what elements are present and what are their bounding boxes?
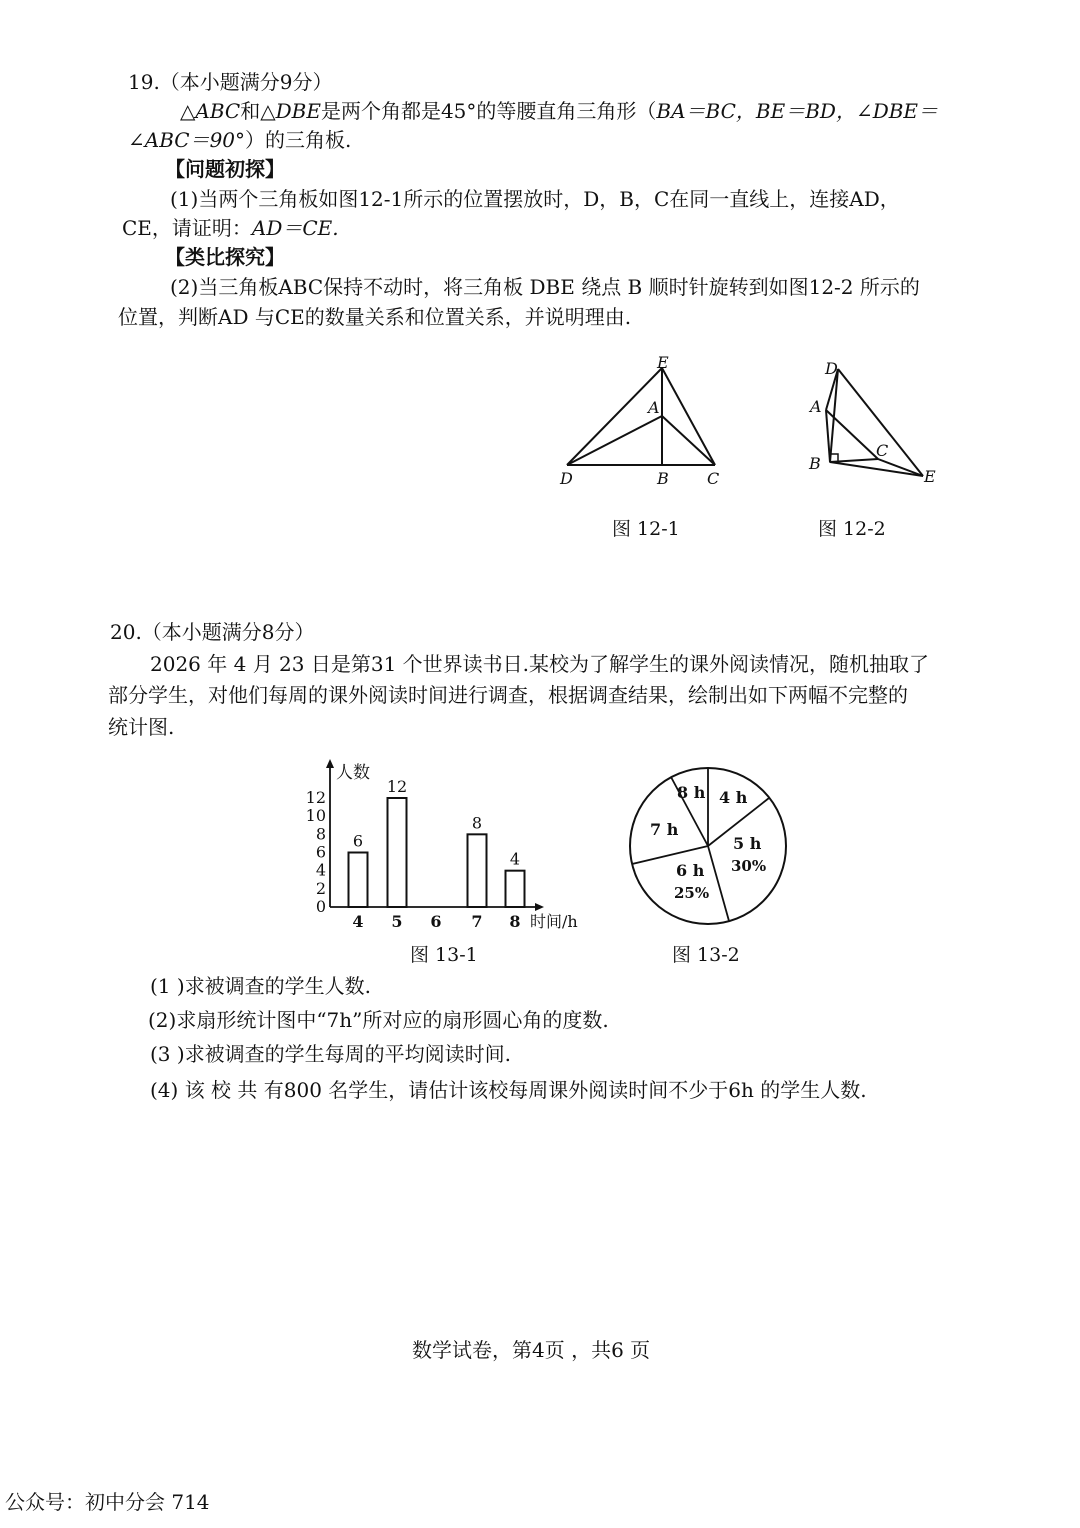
q19-part2-line1: (2)当三角板ABC保持不动时，将三角板 DBE 绕点 B 顺时针旋转到如图12-2 所示的 <box>170 275 920 299</box>
part1-prefix: CE，请证明： <box>122 216 252 240</box>
caption-fig-12-1: 图 12-1 <box>612 518 680 540</box>
label-b: B <box>809 454 821 473</box>
section-problem-explore: 【问题初探】 <box>165 157 285 181</box>
part1-proof-target: AD＝CE. <box>251 216 339 240</box>
section-analogy-explore: 【类比探究】 <box>165 245 285 269</box>
bar-4h <box>349 853 368 908</box>
label-c: C <box>707 469 720 488</box>
bar-5h <box>388 798 407 907</box>
triangle-symbol: △ <box>180 99 196 123</box>
label-c: C <box>876 441 889 460</box>
data-label-7h: 8 <box>471 813 483 833</box>
stem-text: 是两个角都是45°的等腰直角三角形（ <box>320 99 657 123</box>
y-axis-arrow-icon <box>326 759 334 768</box>
q20-intro-line1: 2026 年 4 月 23 日是第31 个世界读书日.某校为了解学生的课外阅读情况，随机抽取了 <box>150 652 930 676</box>
label-d: D <box>560 469 573 488</box>
data-label-4h: 6 <box>352 831 364 851</box>
slice-label-6h: 6 h <box>676 861 705 880</box>
y-tick-label: 6 <box>315 842 326 862</box>
label-d: D <box>825 359 838 378</box>
slice-percent-5h: 30% <box>731 857 767 875</box>
label-e: E <box>924 467 936 486</box>
y-tick-label: 12 <box>305 788 326 807</box>
q19-stem-line1 <box>180 97 938 125</box>
x-tick-label: 7 <box>471 912 483 931</box>
y-tick-label: 8 <box>315 824 326 844</box>
line-ec <box>662 368 715 465</box>
caption-fig-13-2: 图 13-2 <box>672 944 740 966</box>
stem-conditions: BA＝BC，BE＝BD，∠DBE＝ <box>656 99 939 123</box>
slice-label-7h: 7 h <box>650 820 679 839</box>
line-ad <box>567 416 662 465</box>
page-footer: 数学试卷，第4页 ，共6 页 <box>412 1338 651 1362</box>
slice-label-4h: 4 h <box>719 788 748 807</box>
bar-chart-13-1 <box>300 755 600 935</box>
label-b: B <box>657 469 669 488</box>
q19-part1-line1: (1)当两个三角板如图12-1所示的位置摆放时，D，B，C在同一直线上，连接AD， <box>170 187 900 211</box>
y-tick-label: 4 <box>315 860 326 880</box>
bar-8h <box>506 871 525 907</box>
y-axis-label: 人数 <box>336 763 370 783</box>
data-label-8h: 4 <box>509 849 521 869</box>
x-axis-label: 时间/h <box>530 912 578 931</box>
q20-header: 20.（本小题满分8分） <box>110 620 315 644</box>
q20-sub1: (1 )求被调查的学生人数. <box>150 974 372 998</box>
watermark-text: 公众号：初中分会 714 <box>5 1490 210 1514</box>
x-tick-label: 4 <box>352 912 364 931</box>
caption-fig-12-2: 图 12-2 <box>818 518 886 540</box>
y-tick-label: 0 <box>315 897 326 916</box>
line-ac <box>826 410 878 459</box>
line-be <box>830 462 923 476</box>
x-tick-label: 5 <box>391 912 403 931</box>
slice-label-8h: 8 h <box>677 783 706 802</box>
x-axis-arrow-icon <box>535 903 544 911</box>
q20-sub3: (3 )求被调查的学生每周的平均阅读时间. <box>150 1042 512 1066</box>
triangle-abc: ABC <box>195 99 241 123</box>
q20-intro-line3: 统计图. <box>108 715 175 739</box>
y-tick-label: 2 <box>315 878 326 898</box>
bar-7h <box>468 834 487 907</box>
q20-sub2: (2)求扇形统计图中“7h”所对应的扇形圆心角的度数. <box>148 1008 609 1032</box>
label-a: A <box>648 398 660 417</box>
angle-abc: ∠ABC＝90° <box>128 128 246 152</box>
q19-part1-line2 <box>122 214 339 242</box>
figure-12-1 <box>550 350 740 495</box>
label-e: E <box>657 353 669 372</box>
slice-label-5h: 5 h <box>733 834 762 853</box>
caption-fig-13-1: 图 13-1 <box>410 944 478 966</box>
triangle-dbe: DBE <box>275 99 321 123</box>
y-tick-label: 10 <box>305 806 326 826</box>
q19-header: 19.（本小题满分9分） <box>128 70 333 94</box>
figure-12-2 <box>800 352 950 492</box>
slice-percent-6h: 25% <box>674 884 710 902</box>
data-label-5h: 12 <box>386 777 408 796</box>
q19-part2-line2: 位置，判断AD 与CE的数量关系和位置关系，并说明理由. <box>118 305 632 329</box>
x-tick-label: 8 <box>509 912 521 931</box>
line-ac <box>662 416 715 465</box>
slice-divider <box>708 846 729 921</box>
and-triangle: 和△ <box>240 99 276 123</box>
x-tick-label: 6 <box>430 912 442 931</box>
q20-sub4: (4) 该 校 共 有800 名学生，请估计该校每周课外阅读时间不少于6h 的学生人数. <box>150 1078 867 1102</box>
stem-end: ）的三角板. <box>245 128 352 152</box>
label-a: A <box>810 397 822 416</box>
pie-chart-13-2 <box>625 765 790 925</box>
q20-intro-line2: 部分学生，对他们每周的课外阅读时间进行调查，根据调查结果，绘制出如下两幅不完整的 <box>108 683 908 707</box>
q19-stem-line2 <box>128 126 351 154</box>
